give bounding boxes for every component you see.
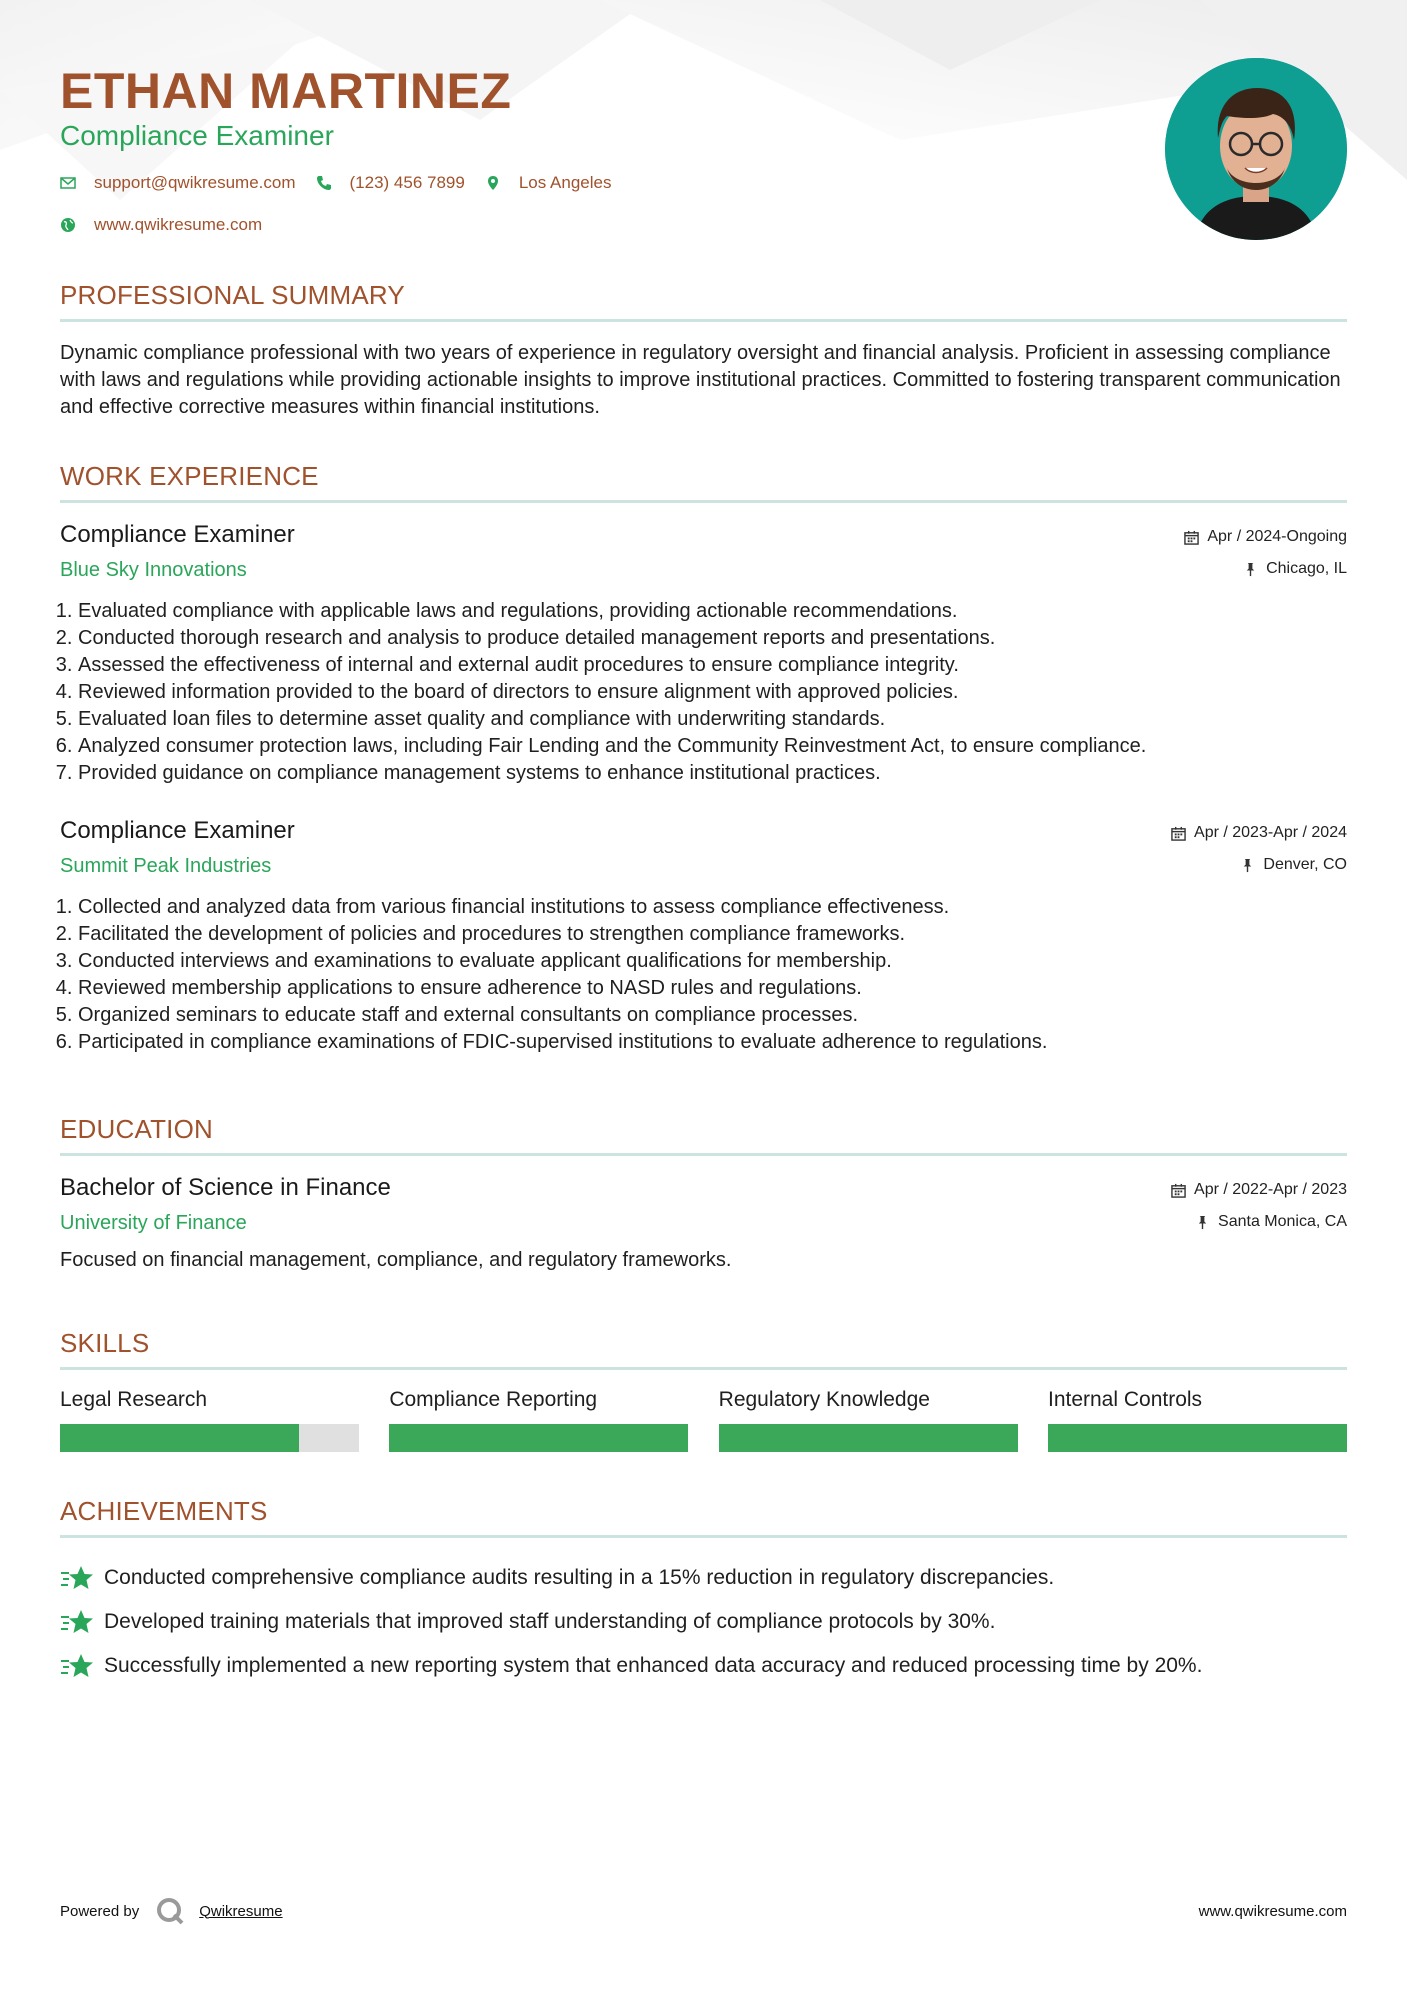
job-bullet: 4. Reviewed information provided to the board of directors to ensure alignment with approved policies. bbox=[78, 679, 1347, 706]
job-title: Compliance Examiner bbox=[60, 817, 295, 844]
contact-row bbox=[60, 173, 631, 193]
skill-item bbox=[1048, 1388, 1347, 1452]
skill-bar bbox=[1048, 1424, 1347, 1452]
job-location-text: Denver, CO bbox=[1263, 856, 1347, 873]
phone-text: (123) 456 7899 bbox=[349, 173, 465, 192]
job-meta bbox=[1171, 817, 1347, 881]
email-text: support@qwikresume.com bbox=[94, 173, 296, 192]
job-entry bbox=[60, 521, 1347, 787]
resume-header bbox=[60, 0, 1347, 250]
star-award-icon bbox=[60, 1608, 94, 1636]
globe-icon bbox=[60, 217, 76, 233]
education-title: EDUCATION bbox=[60, 1114, 1347, 1156]
powered-by-text: Powered by bbox=[60, 1902, 140, 1920]
map-pin-icon bbox=[485, 175, 501, 191]
skills-section bbox=[60, 1328, 1347, 1452]
avatar bbox=[1165, 58, 1347, 240]
education-location bbox=[1171, 1206, 1347, 1238]
job-bullet: 2. Facilitated the development of policies and procedures to strengthen compliance frameworks. bbox=[78, 921, 1347, 948]
achievement-text: Successfully implemented a new reporting system that enhanced data accuracy and reduced processing time by 20%. bbox=[104, 1654, 1203, 1677]
star-award-icon bbox=[60, 1652, 94, 1680]
contact-email[interactable] bbox=[60, 173, 296, 193]
school: University of Finance bbox=[60, 1212, 247, 1234]
job-dates-text: Apr / 2024-Ongoing bbox=[1207, 528, 1347, 545]
job-meta bbox=[1184, 521, 1347, 585]
job-bullet: 1. Collected and analyzed data from various financial institutions to assess compliance effectiveness. bbox=[78, 894, 1347, 921]
job-title: Compliance Examiner bbox=[60, 521, 295, 548]
skill-bar bbox=[389, 1424, 688, 1452]
achievement-item bbox=[60, 1600, 1347, 1644]
skill-item bbox=[60, 1388, 359, 1452]
phone-icon bbox=[316, 175, 332, 191]
contact-website[interactable] bbox=[60, 215, 262, 235]
job-dates bbox=[1171, 817, 1347, 849]
achievements-section bbox=[60, 1496, 1347, 1688]
skill-label: Legal Research bbox=[60, 1388, 208, 1411]
calendar-icon bbox=[1171, 826, 1186, 841]
skill-bar bbox=[60, 1424, 359, 1452]
job-bullet: 6. Analyzed consumer protection laws, including Fair Lending and the Community Reinvestment Act, to ensure compliance. bbox=[78, 733, 1347, 760]
job-bullet: 5. Organized seminars to educate staff and external consultants on compliance processes. bbox=[78, 1002, 1347, 1029]
job-location bbox=[1171, 849, 1347, 881]
education-description: Focused on financial management, compliance, and regulatory frameworks. bbox=[60, 1249, 732, 1271]
skill-item bbox=[719, 1388, 1018, 1452]
job-bullets bbox=[60, 598, 1347, 787]
skills-title: SKILLS bbox=[60, 1328, 1347, 1370]
candidate-name: ETHAN MARTINEZ bbox=[60, 63, 512, 119]
job-bullets bbox=[60, 894, 1347, 1056]
skill-bar bbox=[719, 1424, 1018, 1452]
education-dates-text: Apr / 2022-Apr / 2023 bbox=[1194, 1181, 1347, 1198]
job-dates bbox=[1184, 521, 1347, 553]
contact-phone[interactable] bbox=[316, 173, 465, 193]
skills-grid bbox=[60, 1388, 1347, 1452]
degree: Bachelor of Science in Finance bbox=[60, 1174, 391, 1201]
contact-location bbox=[485, 173, 612, 193]
job-bullet: 4. Reviewed membership applications to ensure adherence to NASD rules and regulations. bbox=[78, 975, 1347, 1002]
skill-item bbox=[389, 1388, 688, 1452]
footer-website[interactable]: www.qwikresume.com bbox=[1198, 1902, 1347, 1920]
job-location bbox=[1184, 553, 1347, 585]
website-text: www.qwikresume.com bbox=[94, 215, 263, 234]
education-entry bbox=[60, 1174, 1347, 1272]
profile-photo bbox=[1165, 58, 1347, 240]
job-bullet: 3. Conducted interviews and examinations to evaluate applicant qualifications for membership. bbox=[78, 948, 1347, 975]
skill-bar-fill bbox=[389, 1424, 688, 1452]
job-bullet: 3. Assessed the effectiveness of internal and external audit procedures to ensure compliance integrity. bbox=[78, 652, 1347, 679]
skill-bar-fill bbox=[719, 1424, 1018, 1452]
job-entry bbox=[60, 817, 1347, 1056]
skill-label: Internal Controls bbox=[1047, 1388, 1203, 1411]
contact-row-website bbox=[60, 215, 282, 235]
job-bullet: 6. Participated in compliance examinations of FDIC-supervised institutions to evaluate adherence to regulations. bbox=[78, 1029, 1347, 1056]
job-bullet: 2. Conducted thorough research and analysis to produce detailed management reports and presentations. bbox=[78, 625, 1347, 652]
achievement-text: Conducted comprehensive compliance audits resulting in a 15% reduction in regulatory discrepancies. bbox=[104, 1566, 1055, 1589]
achievements-title: ACHIEVEMENTS bbox=[60, 1496, 1347, 1538]
location-text: Los Angeles bbox=[518, 173, 612, 192]
pushpin-icon bbox=[1243, 562, 1258, 577]
job-bullet: 1. Evaluated compliance with applicable laws and regulations, providing actionable recommendations. bbox=[78, 598, 1347, 625]
skill-bar-fill bbox=[1048, 1424, 1347, 1452]
calendar-icon bbox=[1184, 530, 1199, 545]
education-dates bbox=[1171, 1174, 1347, 1206]
job-company: Blue Sky Innovations bbox=[60, 559, 247, 581]
candidate-role: Compliance Examiner bbox=[60, 120, 334, 151]
education-section bbox=[60, 1114, 1347, 1272]
work-section bbox=[60, 461, 1347, 1056]
skill-label: Compliance Reporting bbox=[389, 1388, 598, 1411]
job-dates-text: Apr / 2023-Apr / 2024 bbox=[1194, 824, 1347, 841]
pushpin-icon bbox=[1195, 1215, 1210, 1230]
star-award-icon bbox=[60, 1564, 94, 1592]
achievement-item bbox=[60, 1556, 1347, 1600]
job-location-text: Chicago, IL bbox=[1266, 560, 1347, 577]
job-bullet: 5. Evaluated loan files to determine asset quality and compliance with underwriting standards. bbox=[78, 706, 1347, 733]
pushpin-icon bbox=[1240, 858, 1255, 873]
education-location-text: Santa Monica, CA bbox=[1218, 1213, 1347, 1230]
calendar-icon bbox=[1171, 1183, 1186, 1198]
envelope-icon bbox=[60, 175, 76, 191]
achievement-item bbox=[60, 1644, 1347, 1688]
summary-text: Dynamic compliance professional with two years of experience in regulatory oversight and financial analysis. Proficient in assessing compliance with laws and regulations while providing actionable insights to improve institutional practices. Committed to fostering transparent communication and effective corrective measures within financial institutions. bbox=[60, 342, 1341, 418]
summary-section bbox=[60, 280, 1347, 421]
job-bullet: 7. Provided guidance on compliance management systems to enhance institutional practices. bbox=[78, 760, 1347, 787]
brand-link[interactable]: Qwikresume bbox=[199, 1902, 283, 1920]
skill-label: Regulatory Knowledge bbox=[718, 1388, 930, 1411]
summary-title: PROFESSIONAL SUMMARY bbox=[60, 280, 1347, 322]
achievement-text: Developed training materials that improved staff understanding of compliance protocols by 30%. bbox=[104, 1610, 996, 1633]
skill-bar-fill bbox=[60, 1424, 299, 1452]
education-meta bbox=[1171, 1174, 1347, 1238]
work-title: WORK EXPERIENCE bbox=[60, 461, 1347, 503]
job-company: Summit Peak Industries bbox=[60, 855, 272, 877]
